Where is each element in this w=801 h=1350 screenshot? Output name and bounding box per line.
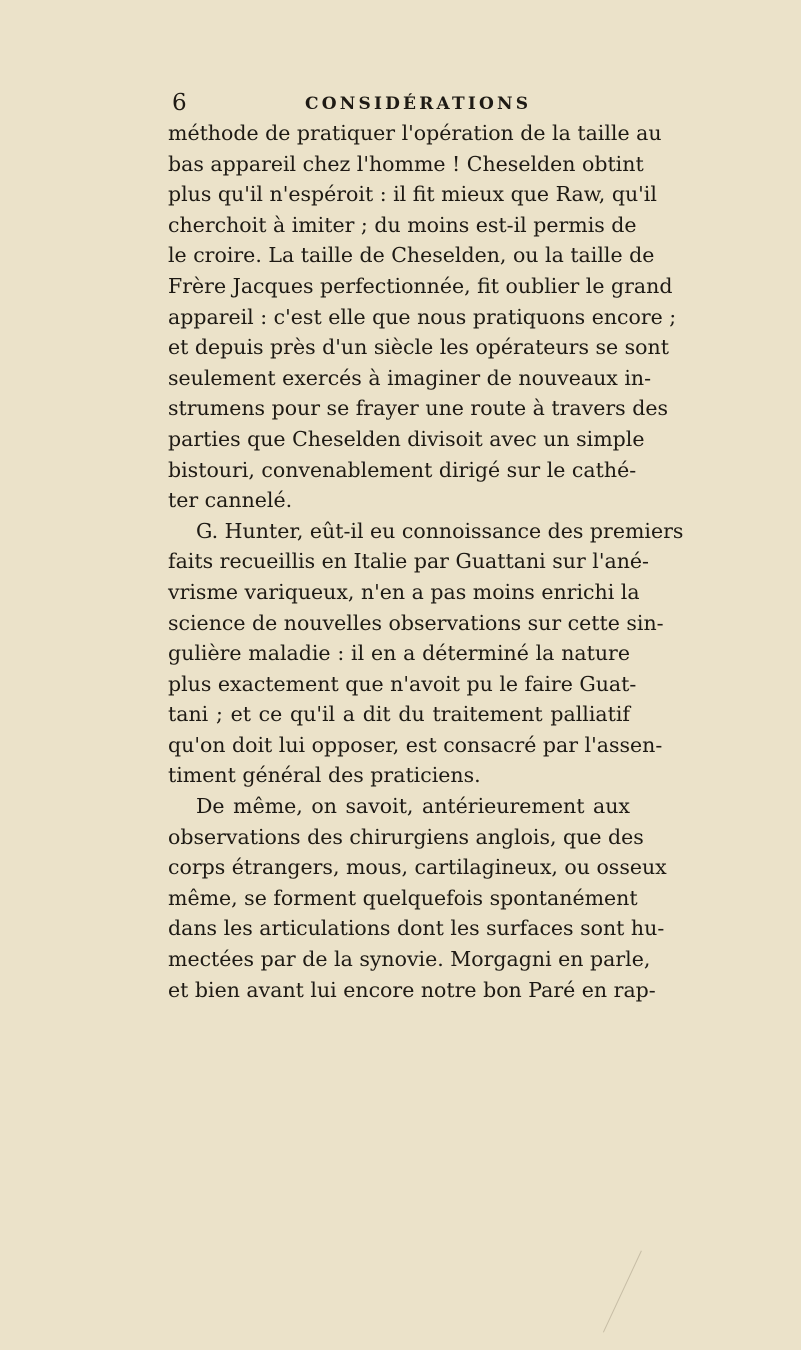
text-line: parties que Cheselden divisoit avec un simple (168, 426, 645, 451)
text-line: même, se forment quelquefois spontanément (168, 885, 638, 910)
running-title: CONSIDÉRATIONS (305, 94, 532, 114)
text-line: et depuis près d'un siècle les opérateurs se sont (168, 335, 669, 360)
text-line: observations des chirurgiens anglois, que des (168, 824, 644, 849)
text-line: le croire. La taille de Cheselden, ou la taille de (168, 243, 655, 268)
text-line: vrisme variqueux, n'en a pas moins enrichi la (168, 579, 640, 604)
text-line: timent général des praticiens. (168, 763, 481, 788)
page-header (172, 88, 632, 118)
text-line: science de nouvelles observations sur cette sin- (168, 610, 664, 635)
text-line: G. Hunter, eût-il eu connoissance des premiers (196, 518, 684, 543)
body-text (168, 118, 684, 1005)
text-line: dans les articulations dont les surfaces sont hu- (168, 916, 665, 941)
text-line: seulement exercés à imaginer de nouveaux in- (168, 365, 652, 390)
text-line: plus qu'il n'espéroit : il fit mieux que Raw, qu'il (168, 182, 657, 207)
text-line: corps étrangers, mous, cartilagineux, ou osseux (168, 855, 667, 880)
text-line: mectées par de la synovie. Morgagni en parle, (168, 947, 651, 972)
text-line: qu'on doit lui opposer, est consacré par l'assen- (168, 732, 663, 757)
text-line: De même, on savoit, antérieurement aux (196, 794, 630, 819)
page-number: 6 (172, 90, 187, 116)
text-line: strumens pour se frayer une route à travers des (168, 396, 668, 421)
text-line: appareil : c'est elle que nous pratiquons encore ; (168, 304, 677, 329)
text-line: Frère Jacques perfectionnée, fit oublier le grand (168, 273, 673, 298)
text-line: bas appareil chez l'homme ! Cheselden obtint (168, 151, 644, 176)
text-line: gulière maladie : il en a déterminé la nature (168, 641, 630, 666)
text-line: tani ; et ce qu'il a dit du traitement palliatif (168, 702, 630, 727)
text-line: faits recueillis en Italie par Guattani sur l'ané- (168, 549, 649, 574)
text-line: ter cannelé. (168, 488, 293, 513)
text-line: cherchoit à imiter ; du moins est-il permis de (168, 212, 637, 237)
text-line: et bien avant lui encore notre bon Paré en rap- (168, 977, 656, 1002)
text-line: méthode de pratiquer l'opération de la taille au (168, 121, 662, 145)
text-line: bistouri, convenablement dirigé sur le cathé- (168, 457, 637, 482)
paper-smudge (603, 1251, 678, 1350)
text-line: plus exactement que n'avoit pu le faire Guat- (168, 671, 637, 696)
